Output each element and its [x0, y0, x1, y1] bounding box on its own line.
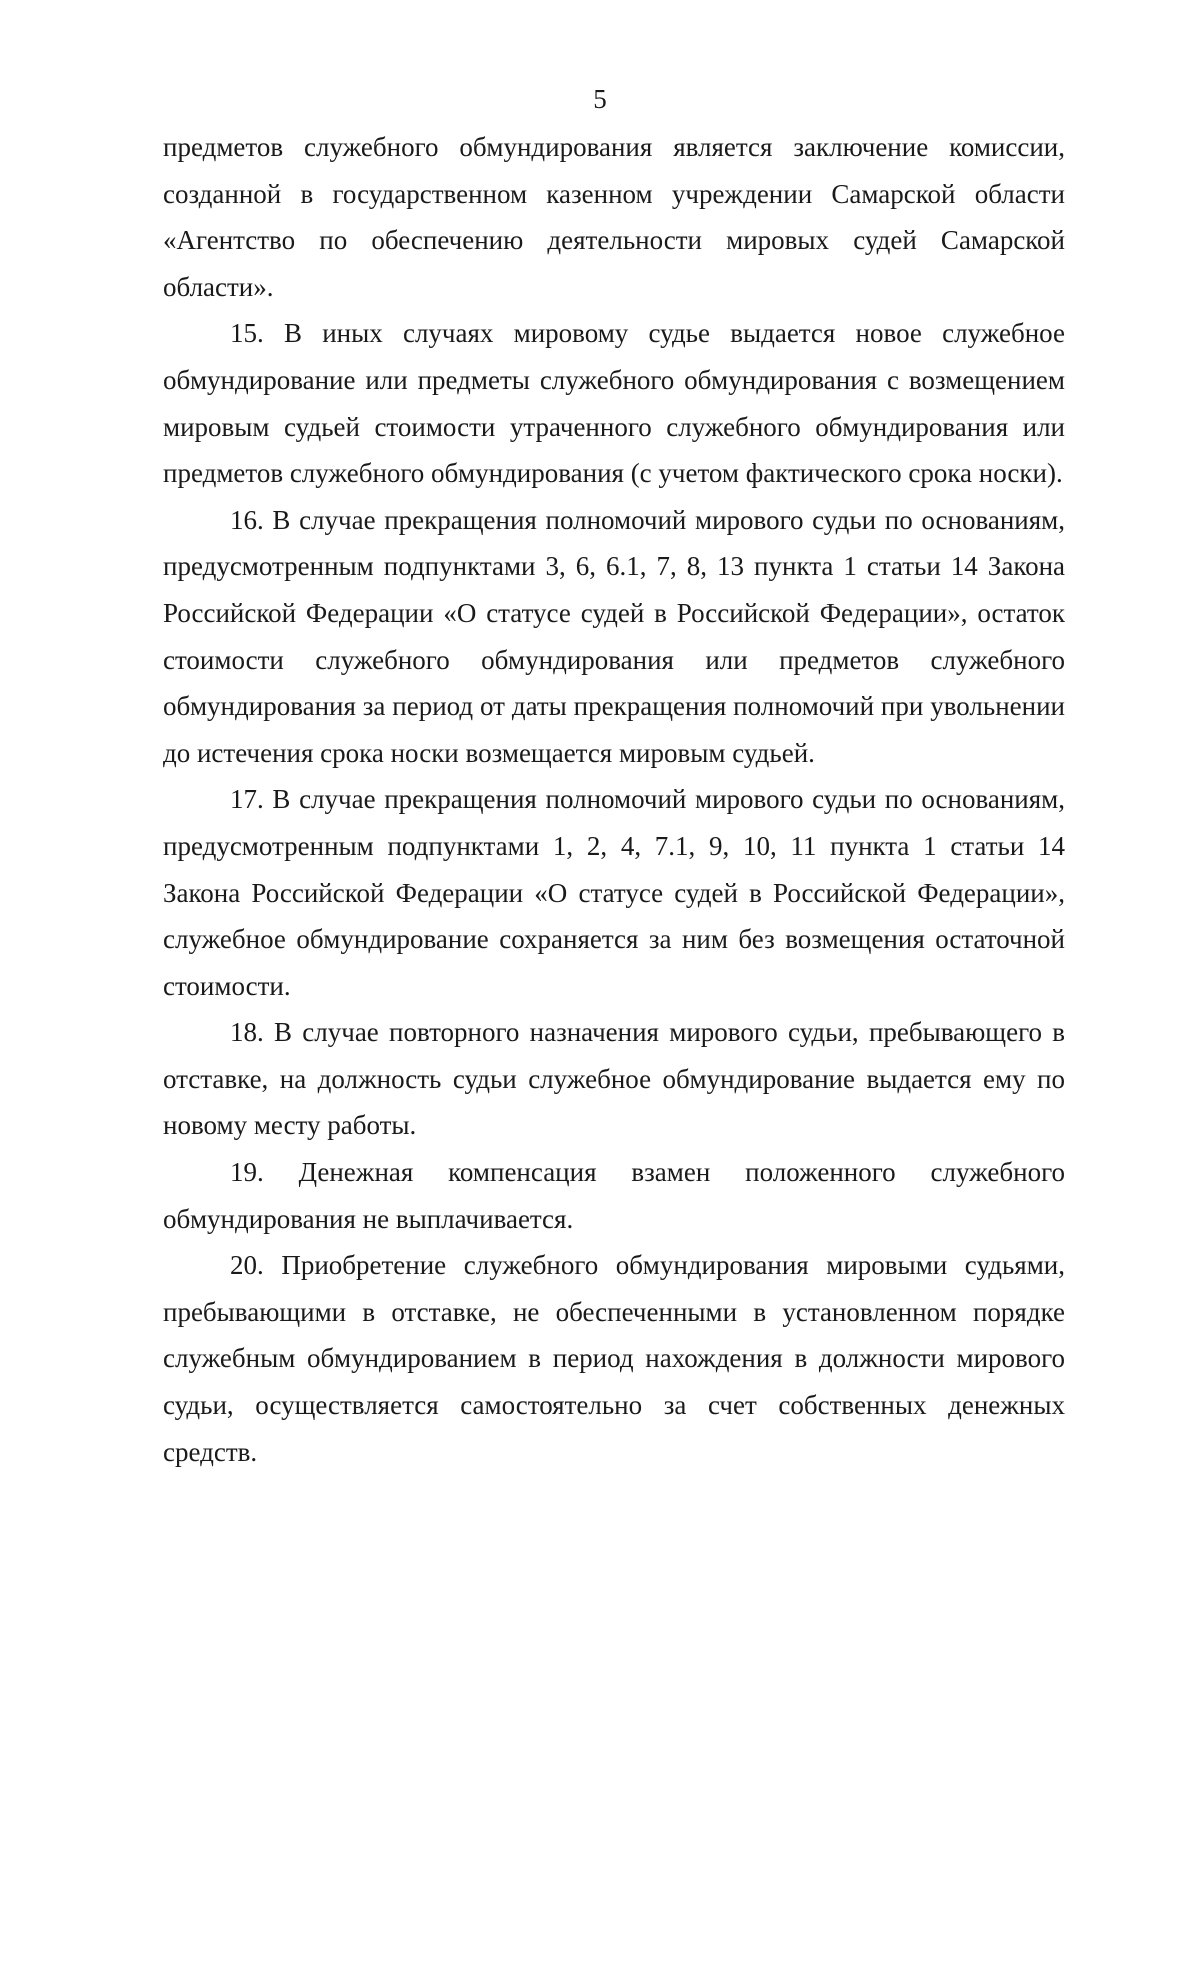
document-body	[163, 124, 1065, 1475]
paragraph-item-18: 18. В случае повторного назначения мирового судьи, пребывающего в отставке, на должность судьи служебное обмундирование выдается ему по новому месту работы.	[163, 1017, 1065, 1141]
paragraph-item-20: 20. Приобретение служебного обмундирования мировыми судьями, пребывающими в отставке, не обеспеченными в установленном порядке служебным обмундированием в период нахождения в должности мирового судьи, осуществляется самостоятельно за счет собственных денежных средств.	[163, 1250, 1065, 1467]
page-number: 5	[593, 84, 607, 114]
paragraph-item-17: 17. В случае прекращения полномочий мирового судьи по основаниям, предусмотренным подпунктами 1, 2, 4, 7.1, 9, 10, 11 пункта 1 статьи 14 Закона Российской Федерации «О статусе судей в Российской Федерации», служебное обмундирование сохраняется за ним без возмещения остаточной стоимости.	[163, 784, 1065, 1001]
paragraph-item-19: 19. Денежная компенсация взамен положенного служебного обмундирования не выплачивается.	[163, 1157, 1065, 1234]
paragraph-item-15: 15. В иных случаях мировому судье выдается новое служебное обмундирование или предметы служебного обмундирования с возмещением мировым судьей стоимости утраченного служебного обмундирования или предметов служебного обмундирования (с учетом фактического срока носки).	[163, 318, 1065, 489]
paragraph-item-16: 16. В случае прекращения полномочий мирового судьи по основаниям, предусмотренным подпунктами 3, 6, 6.1, 7, 8, 13 пункта 1 статьи 14 Закона Российской Федерации «О статусе судей в Российской Федерации», остаток стоимости служебного обмундирования или предметов служебного обмундирования за период от даты прекращения полномочий при увольнении до истечения срока носки возмещается мировым судьей.	[163, 504, 1065, 768]
paragraph-continuation: предметов служебного обмундирования является заключение комиссии, созданной в государственном казенном учреждении Самарской области «Агентство по обеспечению деятельности мировых судей Самарской области».	[163, 132, 1065, 302]
